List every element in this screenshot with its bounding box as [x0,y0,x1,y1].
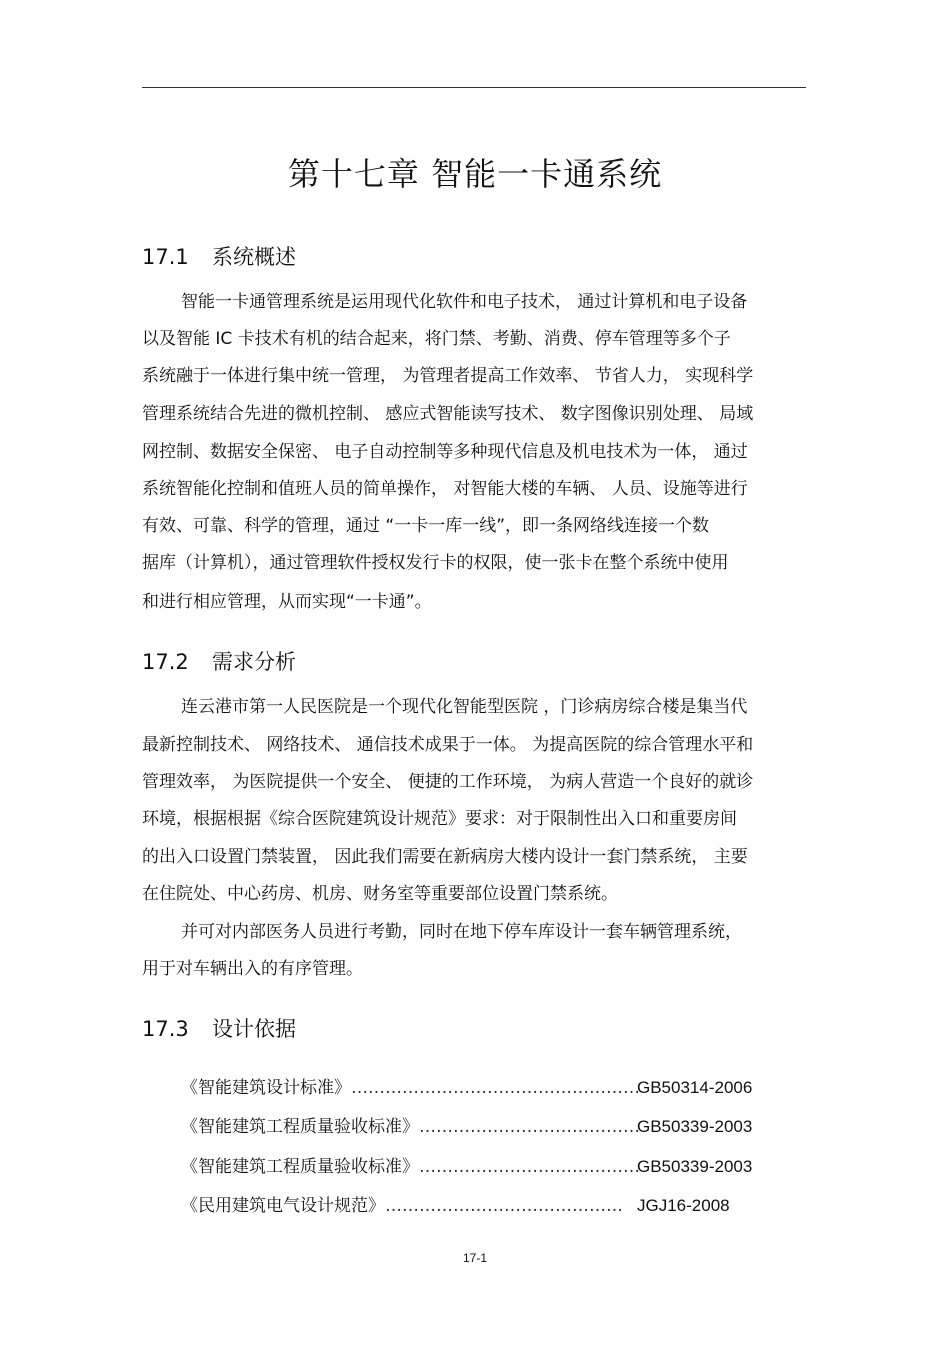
paragraph-line: 用于对车辆出入的有序管理。 [142,959,363,979]
section-title: 设计依据 [212,1017,296,1041]
reference-code: JGJ16-2008 [637,1196,730,1215]
reference-code: GB50314-2006 [637,1078,753,1097]
leader-dots: …………………………………………… [351,1078,640,1098]
reference-item [181,1155,640,1179]
reference-name: 《智能建筑工程质量验收标准》 [181,1157,419,1177]
section-title: 需求分析 [212,650,296,674]
chapter-title: 第十七章 智能一卡通系统 [287,155,663,193]
paragraph-line: 最新控制技术、 网络技术、 通信技术成果于一体。 为提高医院的综合管理水平和 [142,735,754,755]
paragraph-line: 在住院处、中心药房、机房、财务室等重要部位设置门禁系统。 [142,884,618,904]
reference-item [181,1076,640,1100]
leader-dots: ………………………………… [419,1117,640,1137]
paragraph-line: 有效、可靠、科学的管理，通过 “一卡一库一线”，即一条网络线连接一个数 [142,516,710,536]
header-rule [142,87,806,88]
section-number: 17.1 [142,245,189,269]
paragraph-line: 并可对内部医务人员进行考勤，同时在地下停车库设计一套车辆管理系统， [181,922,742,942]
paragraph-line: 和进行相应管理，从而实现“一卡通”。 [142,592,432,612]
section-number: 17.3 [142,1017,189,1041]
section-title: 系统概述 [212,245,296,269]
reference-code: GB50339-2003 [637,1117,753,1136]
reference-name: 《民用建筑电气设计规范》 [181,1196,385,1216]
paragraph-line: 管理系统结合先进的微机控制、 感应式智能读写技术、 数字图像识别处理、 局域 [142,404,754,424]
leader-dots: ………………………………… [419,1157,640,1177]
paragraph-line: 据库（计算机），通过管理软件授权发行卡的权限，使一张卡在整个系统中使用 [142,553,729,573]
page-number: 17-1 [462,1251,488,1265]
paragraph-line: 管理效率， 为医院提供一个安全、 便捷的工作环境， 为病人营造一个良好的就诊 [142,772,754,792]
reference-item [181,1115,640,1139]
reference-item [181,1194,623,1218]
reference-code: GB50339-2003 [637,1157,753,1176]
section-heading-17-2 [142,647,296,677]
reference-name: 《智能建筑设计标准》 [181,1078,351,1098]
paragraph-line: 的出入口设置门禁装置， 因此我们需要在新病房大楼内设计一套门禁系统， 主要 [142,847,748,867]
paragraph-line: 网控制、数据安全保密、 电子自动控制等多种现代信息及机电技术为一体， 通过 [142,442,748,462]
paragraph-line: 系统融于一体进行集中统一管理， 为管理者提高工作效率、 节省人力， 实现科学 [142,366,754,386]
paragraph-line: 环境，根据根据《综合医院建筑设计规范》要求：对于限制性出入口和重要房间 [142,809,737,829]
paragraph-line: 智能一卡通管理系统是运用现代化软件和电子技术， 通过计算机和电子设备 [181,292,748,312]
section-heading-17-1 [142,242,296,272]
paragraph-line: 连云港市第一人民医院是一个现代化智能型医院 ，门诊病房综合楼是集当代 [181,697,748,717]
leader-dots: …………………………………… [385,1196,623,1216]
paragraph-line: 以及智能 IC 卡技术有机的结合起来，将门禁、考勤、消费、停车管理等多个子 [142,329,731,349]
paragraph-line: 系统智能化控制和值班人员的简单操作， 对智能大楼的车辆、 人员、设施等进行 [142,479,748,499]
section-heading-17-3 [142,1014,296,1044]
reference-name: 《智能建筑工程质量验收标准》 [181,1117,419,1137]
section-number: 17.2 [142,650,189,674]
